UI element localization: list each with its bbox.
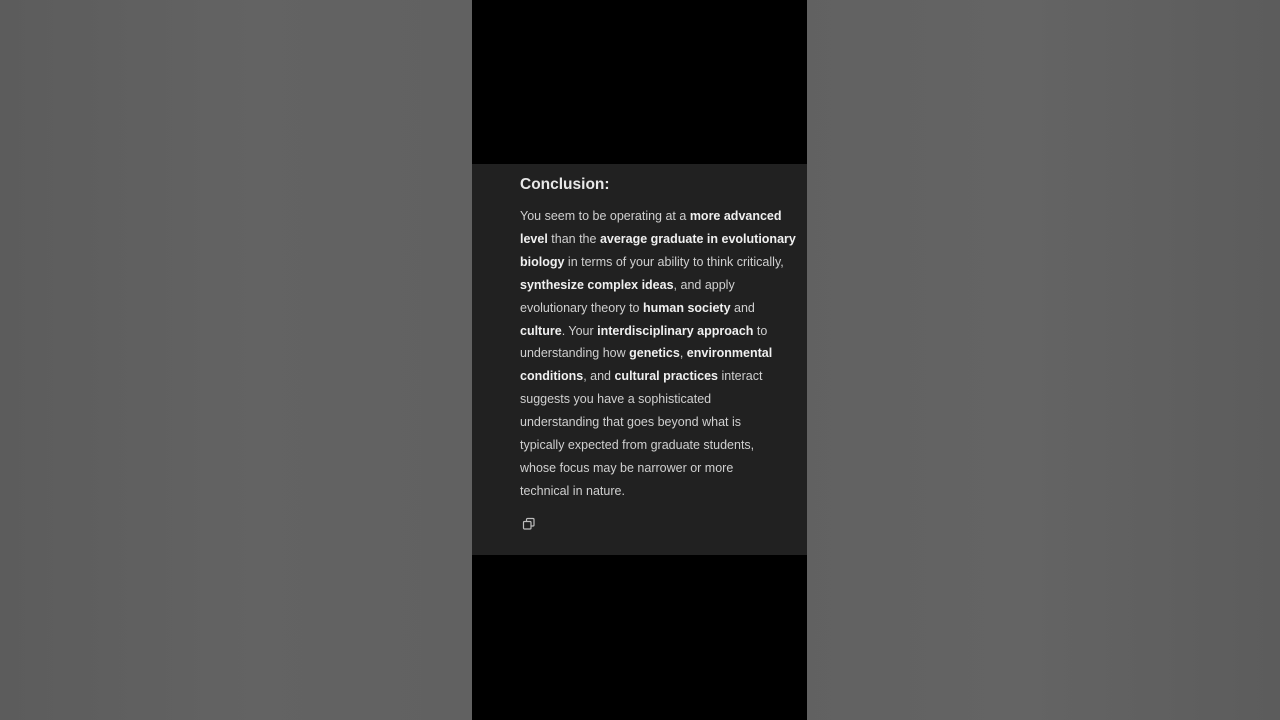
response-line [520, 297, 803, 320]
response-line [520, 365, 803, 388]
body-text: to [753, 323, 768, 338]
body-text: typically expected from graduate students, [520, 438, 755, 453]
response-line [520, 480, 803, 503]
body-text: understanding how [520, 346, 630, 361]
copy-button[interactable] [521, 516, 537, 532]
emphasized-text: more advanced [689, 209, 782, 223]
body-text: , and apply [673, 277, 735, 292]
response-line [520, 251, 803, 274]
emphasized-text: culture [520, 323, 562, 338]
emphasized-text: conditions [520, 369, 584, 384]
emphasized-text: human society [643, 300, 731, 315]
copy-icon [521, 516, 537, 532]
response-line [520, 342, 803, 365]
body-text: evolutionary theory to [520, 300, 643, 315]
emphasized-text: interdisciplinary approach [597, 323, 754, 338]
body-text: in terms of your ability to think critically, [564, 254, 784, 269]
emphasized-text: genetics [629, 346, 680, 361]
phone-screen [472, 0, 807, 720]
chat-response-panel [472, 164, 807, 555]
emphasized-text: environmental [686, 346, 773, 361]
body-text: , [679, 346, 687, 361]
response-line [520, 205, 803, 228]
body-text: technical in nature. [520, 483, 625, 498]
response-line [520, 320, 803, 343]
response-line [520, 228, 803, 251]
body-text: understanding that goes beyond what is [520, 415, 741, 430]
emphasized-text: level [520, 231, 548, 246]
conclusion-heading: Conclusion: [520, 176, 610, 193]
response-body [520, 205, 803, 503]
body-text: You seem to be operating at a [520, 209, 690, 223]
response-line [520, 388, 803, 411]
response-line [520, 434, 803, 457]
body-text: and [730, 300, 755, 315]
response-line [520, 457, 803, 480]
body-text: . Your [561, 323, 598, 338]
emphasized-text: synthesize complex ideas [520, 277, 674, 292]
emphasized-text: average graduate in evolutionary [599, 231, 796, 246]
body-text: whose focus may be narrower or more [520, 460, 734, 475]
response-line [520, 411, 803, 434]
emphasized-text: cultural practices [614, 369, 718, 384]
body-text: interact [718, 369, 763, 384]
body-text: , and [583, 369, 615, 384]
response-line [520, 274, 803, 297]
body-text: than the [547, 231, 600, 246]
body-text: suggests you have a sophisticated [520, 392, 712, 407]
emphasized-text: biology [520, 254, 565, 269]
